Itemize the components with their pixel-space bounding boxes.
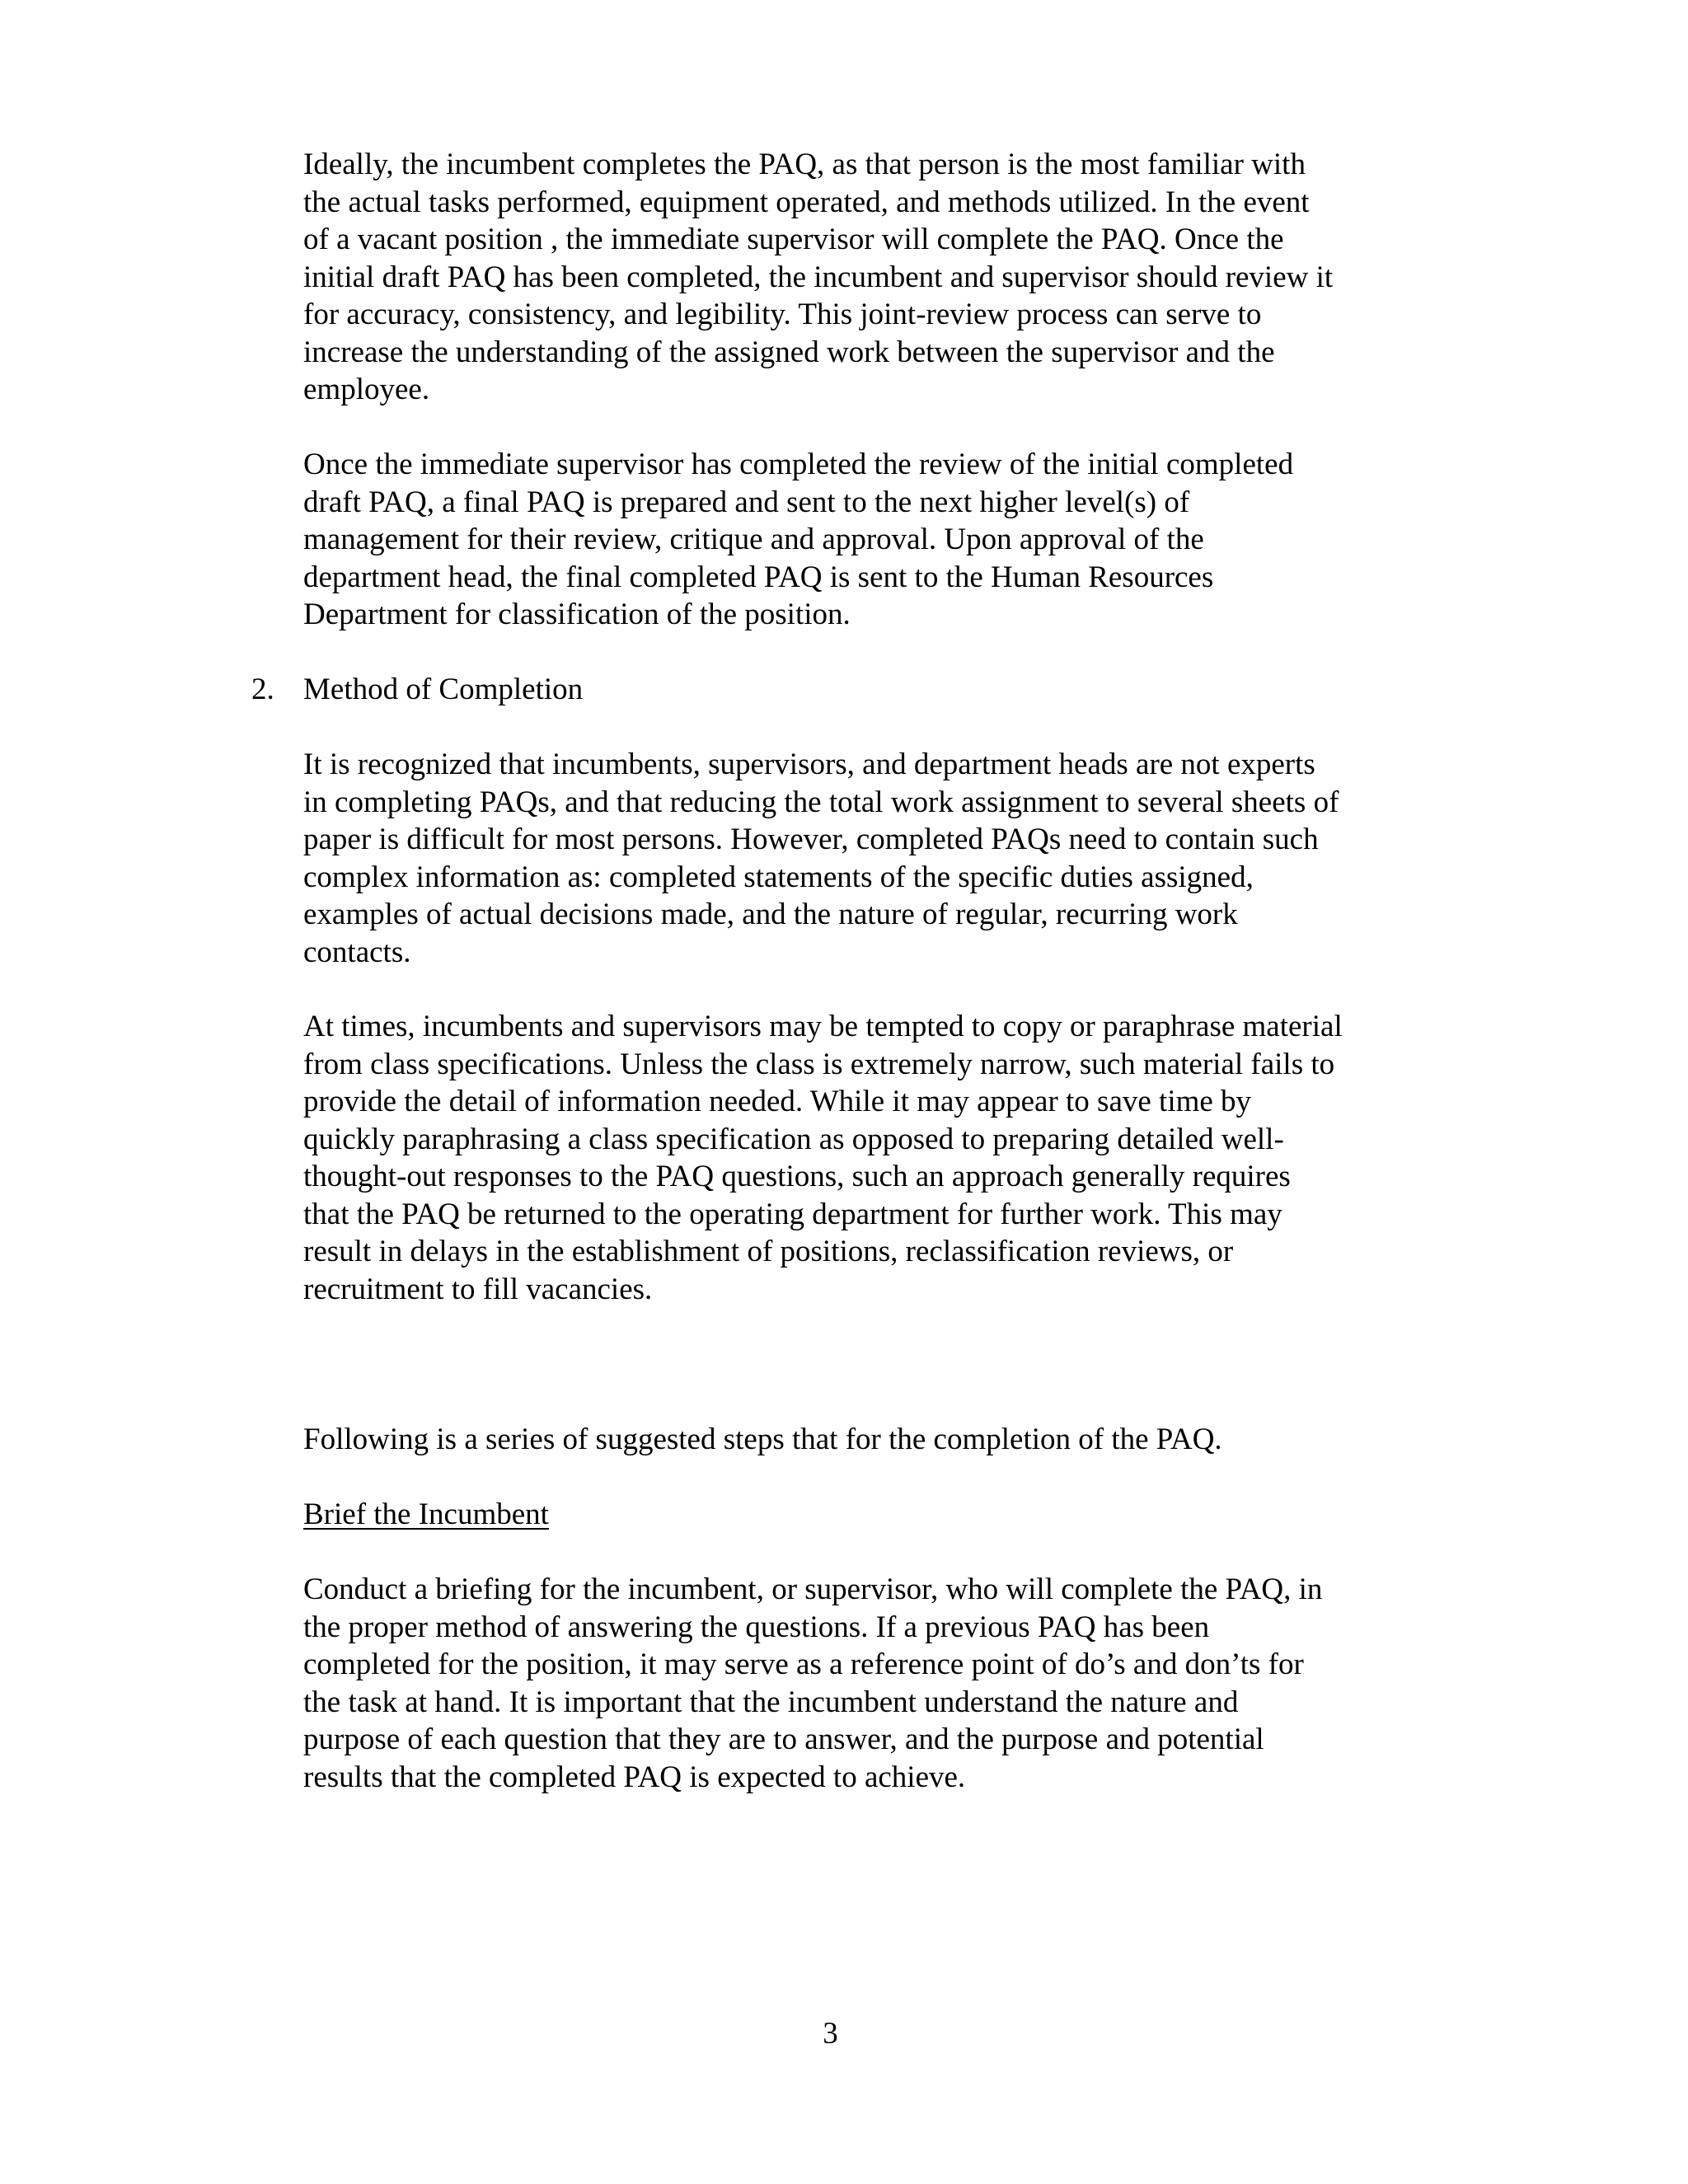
text-line: purpose of each question that they are to answer, and the purpose and potential <box>303 1722 1264 1756</box>
text-line: Once the immediate supervisor has completed the review of the initial completed <box>303 448 1294 481</box>
text-line: management for their review, critique and approval. Upon approval of the <box>303 523 1204 556</box>
page-number: 3 <box>823 2017 838 2050</box>
text-line: paper is difficult for most persons. However, completed PAQs need to contain such <box>303 823 1319 856</box>
text-line: in completing PAQs, and that reducing the total work assignment to several sheets of <box>303 785 1339 819</box>
text-line: initial draft PAQ has been completed, the incumbent and supervisor should review it <box>303 260 1334 294</box>
text-line: of a vacant position , the immediate supervisor will complete the PAQ. Once the <box>303 223 1284 256</box>
paragraph-supervisor-review <box>303 446 1441 634</box>
text-line: the task at hand. It is important that the incumbent understand the nature and <box>303 1685 1239 1719</box>
text-line: completed for the position, it may serve as a reference point of do’s and don’ts for <box>303 1647 1304 1681</box>
text-line: for accuracy, consistency, and legibility. This joint-review process can serve to <box>303 298 1262 331</box>
text-line: increase the understanding of the assigned work between the supervisor and the <box>303 335 1275 369</box>
text-line: Conduct a briefing for the incumbent, or supervisor, who will complete the PAQ, in <box>303 1572 1323 1606</box>
section-title: Method of Completion <box>303 673 584 706</box>
paragraph-incumbent-completes <box>303 146 1441 409</box>
paragraph-not-experts <box>303 746 1441 971</box>
text-line: Following is a series of suggested steps that for the completion of the PAQ. <box>303 1422 1222 1456</box>
text-line: recruitment to fill vacancies. <box>303 1272 653 1306</box>
text-line: contacts. <box>303 935 411 969</box>
text-line: provide the detail of information needed. While it may appear to save time by <box>303 1085 1252 1118</box>
paragraph-conduct-briefing <box>303 1571 1441 1796</box>
text-line: thought-out responses to the PAQ questions, such an approach generally requires <box>303 1160 1291 1193</box>
text-line: complex information as: completed statements of the specific duties assigned, <box>303 860 1254 894</box>
paragraph-paraphrase-warning <box>303 1008 1441 1308</box>
text-line: At times, incumbents and supervisors may be tempted to copy or paraphrase material <box>303 1010 1343 1043</box>
text-line: the proper method of answering the questions. If a previous PAQ has been <box>303 1610 1210 1644</box>
text-line: result in delays in the establishment of positions, reclassification reviews, or <box>303 1235 1234 1268</box>
text-line: department head, the final completed PAQ is sent to the Human Resources <box>303 560 1214 594</box>
text-line: from class specifications. Unless the class is extremely narrow, such material fails to <box>303 1047 1335 1081</box>
section-number: 2. <box>251 673 274 706</box>
text-line: draft PAQ, a final PAQ is prepared and sent to the next higher level(s) of <box>303 485 1190 519</box>
text-line: It is recognized that incumbents, supervisors, and department heads are not experts <box>303 748 1315 781</box>
text-line: examples of actual decisions made, and the nature of regular, recurring work <box>303 898 1238 931</box>
subheading-brief-incumbent: Brief the Incumbent <box>303 1497 549 1531</box>
text-line: results that the completed PAQ is expected to achieve. <box>303 1760 966 1794</box>
text-line: quickly paraphrasing a class specification as opposed to preparing detailed well- <box>303 1122 1284 1156</box>
text-line: the actual tasks performed, equipment operated, and methods utilized. In the event <box>303 185 1310 219</box>
text-line: Ideally, the incumbent completes the PAQ, as that person is the most familiar with <box>303 148 1306 181</box>
text-line: Department for classification of the position. <box>303 598 851 631</box>
paragraph-suggested-steps <box>303 1421 1441 1459</box>
text-line: employee. <box>303 373 430 406</box>
text-line: that the PAQ be returned to the operating department for further work. This may <box>303 1197 1282 1231</box>
